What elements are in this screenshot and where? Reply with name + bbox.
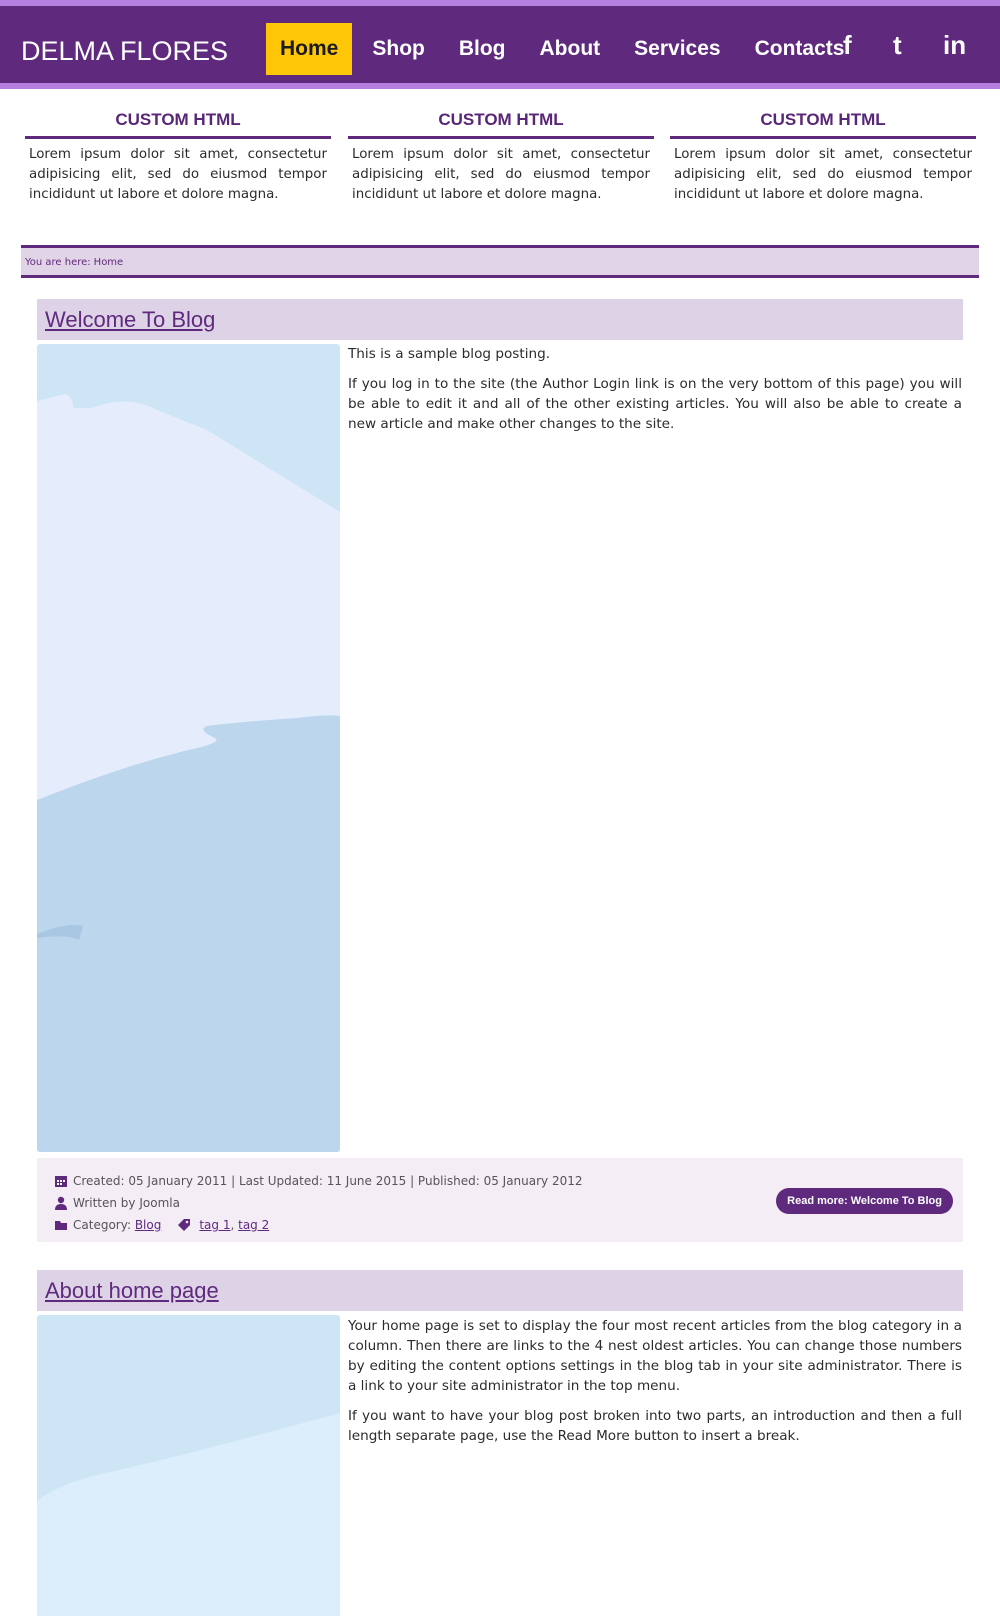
calendar-icon	[54, 1174, 68, 1188]
article-author	[54, 1196, 180, 1210]
category-link[interactable]: Blog	[134, 1218, 162, 1232]
read-more-button[interactable]: Read more: Welcome To Blog	[776, 1188, 953, 1214]
site-header	[0, 0, 1000, 89]
breadcrumb-prefix: You are here:	[25, 257, 91, 268]
article-paragraph: If you want to have your blog post broken into two parts, an introduction and then a full length separate page, use the Read More button to insert a break.	[348, 1408, 962, 1444]
custom-module-3	[670, 110, 976, 205]
tag-link[interactable]: tag 1	[199, 1218, 231, 1232]
main-nav	[266, 23, 864, 75]
module-title: CUSTOM HTML	[670, 110, 976, 139]
article-info	[37, 1158, 963, 1242]
nav-item-contacts[interactable]: Contacts	[754, 37, 845, 60]
nav-item-blog[interactable]: Blog	[458, 37, 506, 60]
article-paragraph: Your home page is set to display the four most recent articles from the blog category in a column. Then there are links to the 4 nest oldest articles. You can change those numbers by editing the content options settings in the blog tab in your site administrator. There is a link to your site administrator in the top menu.	[348, 1318, 962, 1394]
article-title-link[interactable]: About home page	[45, 1278, 219, 1303]
article-title-bar	[37, 299, 963, 340]
module-text: Lorem ipsum dolor sit amet, consectetur adipisicing elit, sed do eiusmod tempor incididunt ut labore et dolore magna.	[29, 147, 327, 202]
user-icon	[54, 1196, 68, 1210]
module-text: Lorem ipsum dolor sit amet, consectetur adipisicing elit, sed do eiusmod tempor incididunt ut labore et dolore magna.	[352, 147, 650, 202]
article-category-tags: Category: Blog tag 1 , tag 2	[54, 1218, 269, 1232]
nav-item-about[interactable]: About	[539, 37, 601, 60]
article-body	[348, 1316, 962, 1456]
folder-icon	[54, 1218, 68, 1232]
custom-module-2	[348, 110, 654, 205]
tag-icon	[177, 1218, 191, 1232]
module-text: Lorem ipsum dolor sit amet, consectetur adipisicing elit, sed do eiusmod tempor incididunt ut labore et dolore magna.	[674, 147, 972, 202]
breadcrumb	[21, 245, 979, 278]
article-title-link[interactable]: Welcome To Blog	[45, 307, 216, 332]
nav-item-home[interactable]: Home	[266, 23, 352, 75]
article-dates	[54, 1174, 583, 1188]
article-body	[348, 344, 962, 444]
breadcrumb-home-link[interactable]: Home	[93, 257, 124, 268]
tag-link[interactable]: tag 2	[238, 1218, 270, 1232]
dates-text: Created: 05 January 2011 | Last Updated: 11 June 2015 | Published: 05 January 2012	[73, 1174, 583, 1188]
landscape-image	[37, 1315, 340, 1616]
custom-module-1	[25, 110, 331, 205]
article-title-bar	[37, 1270, 963, 1311]
article-paragraph: This is a sample blog posting.	[348, 346, 551, 362]
breadcrumb-text	[25, 257, 123, 268]
tumblr-icon[interactable]: t	[893, 30, 902, 60]
article-image	[37, 1315, 340, 1616]
landscape-image	[37, 344, 340, 1152]
module-title: CUSTOM HTML	[348, 110, 654, 139]
facebook-icon[interactable]: f	[843, 30, 852, 60]
nav-item-shop[interactable]: Shop	[372, 37, 425, 60]
site-logo[interactable]: DELMA FLORES	[21, 36, 229, 66]
author-text: Written by Joomla	[73, 1196, 180, 1210]
module-title: CUSTOM HTML	[25, 110, 331, 139]
linkedin-icon[interactable]: in	[943, 30, 967, 60]
category-label: Category:	[73, 1218, 131, 1232]
article-image	[37, 344, 340, 1152]
article-paragraph: If you log in to the site (the Author Login link is on the very bottom of this page) you will be able to edit it and all of the other existing articles. You will also be able to create a new article and make other changes to the site.	[348, 376, 962, 432]
nav-item-services[interactable]: Services	[634, 37, 721, 60]
